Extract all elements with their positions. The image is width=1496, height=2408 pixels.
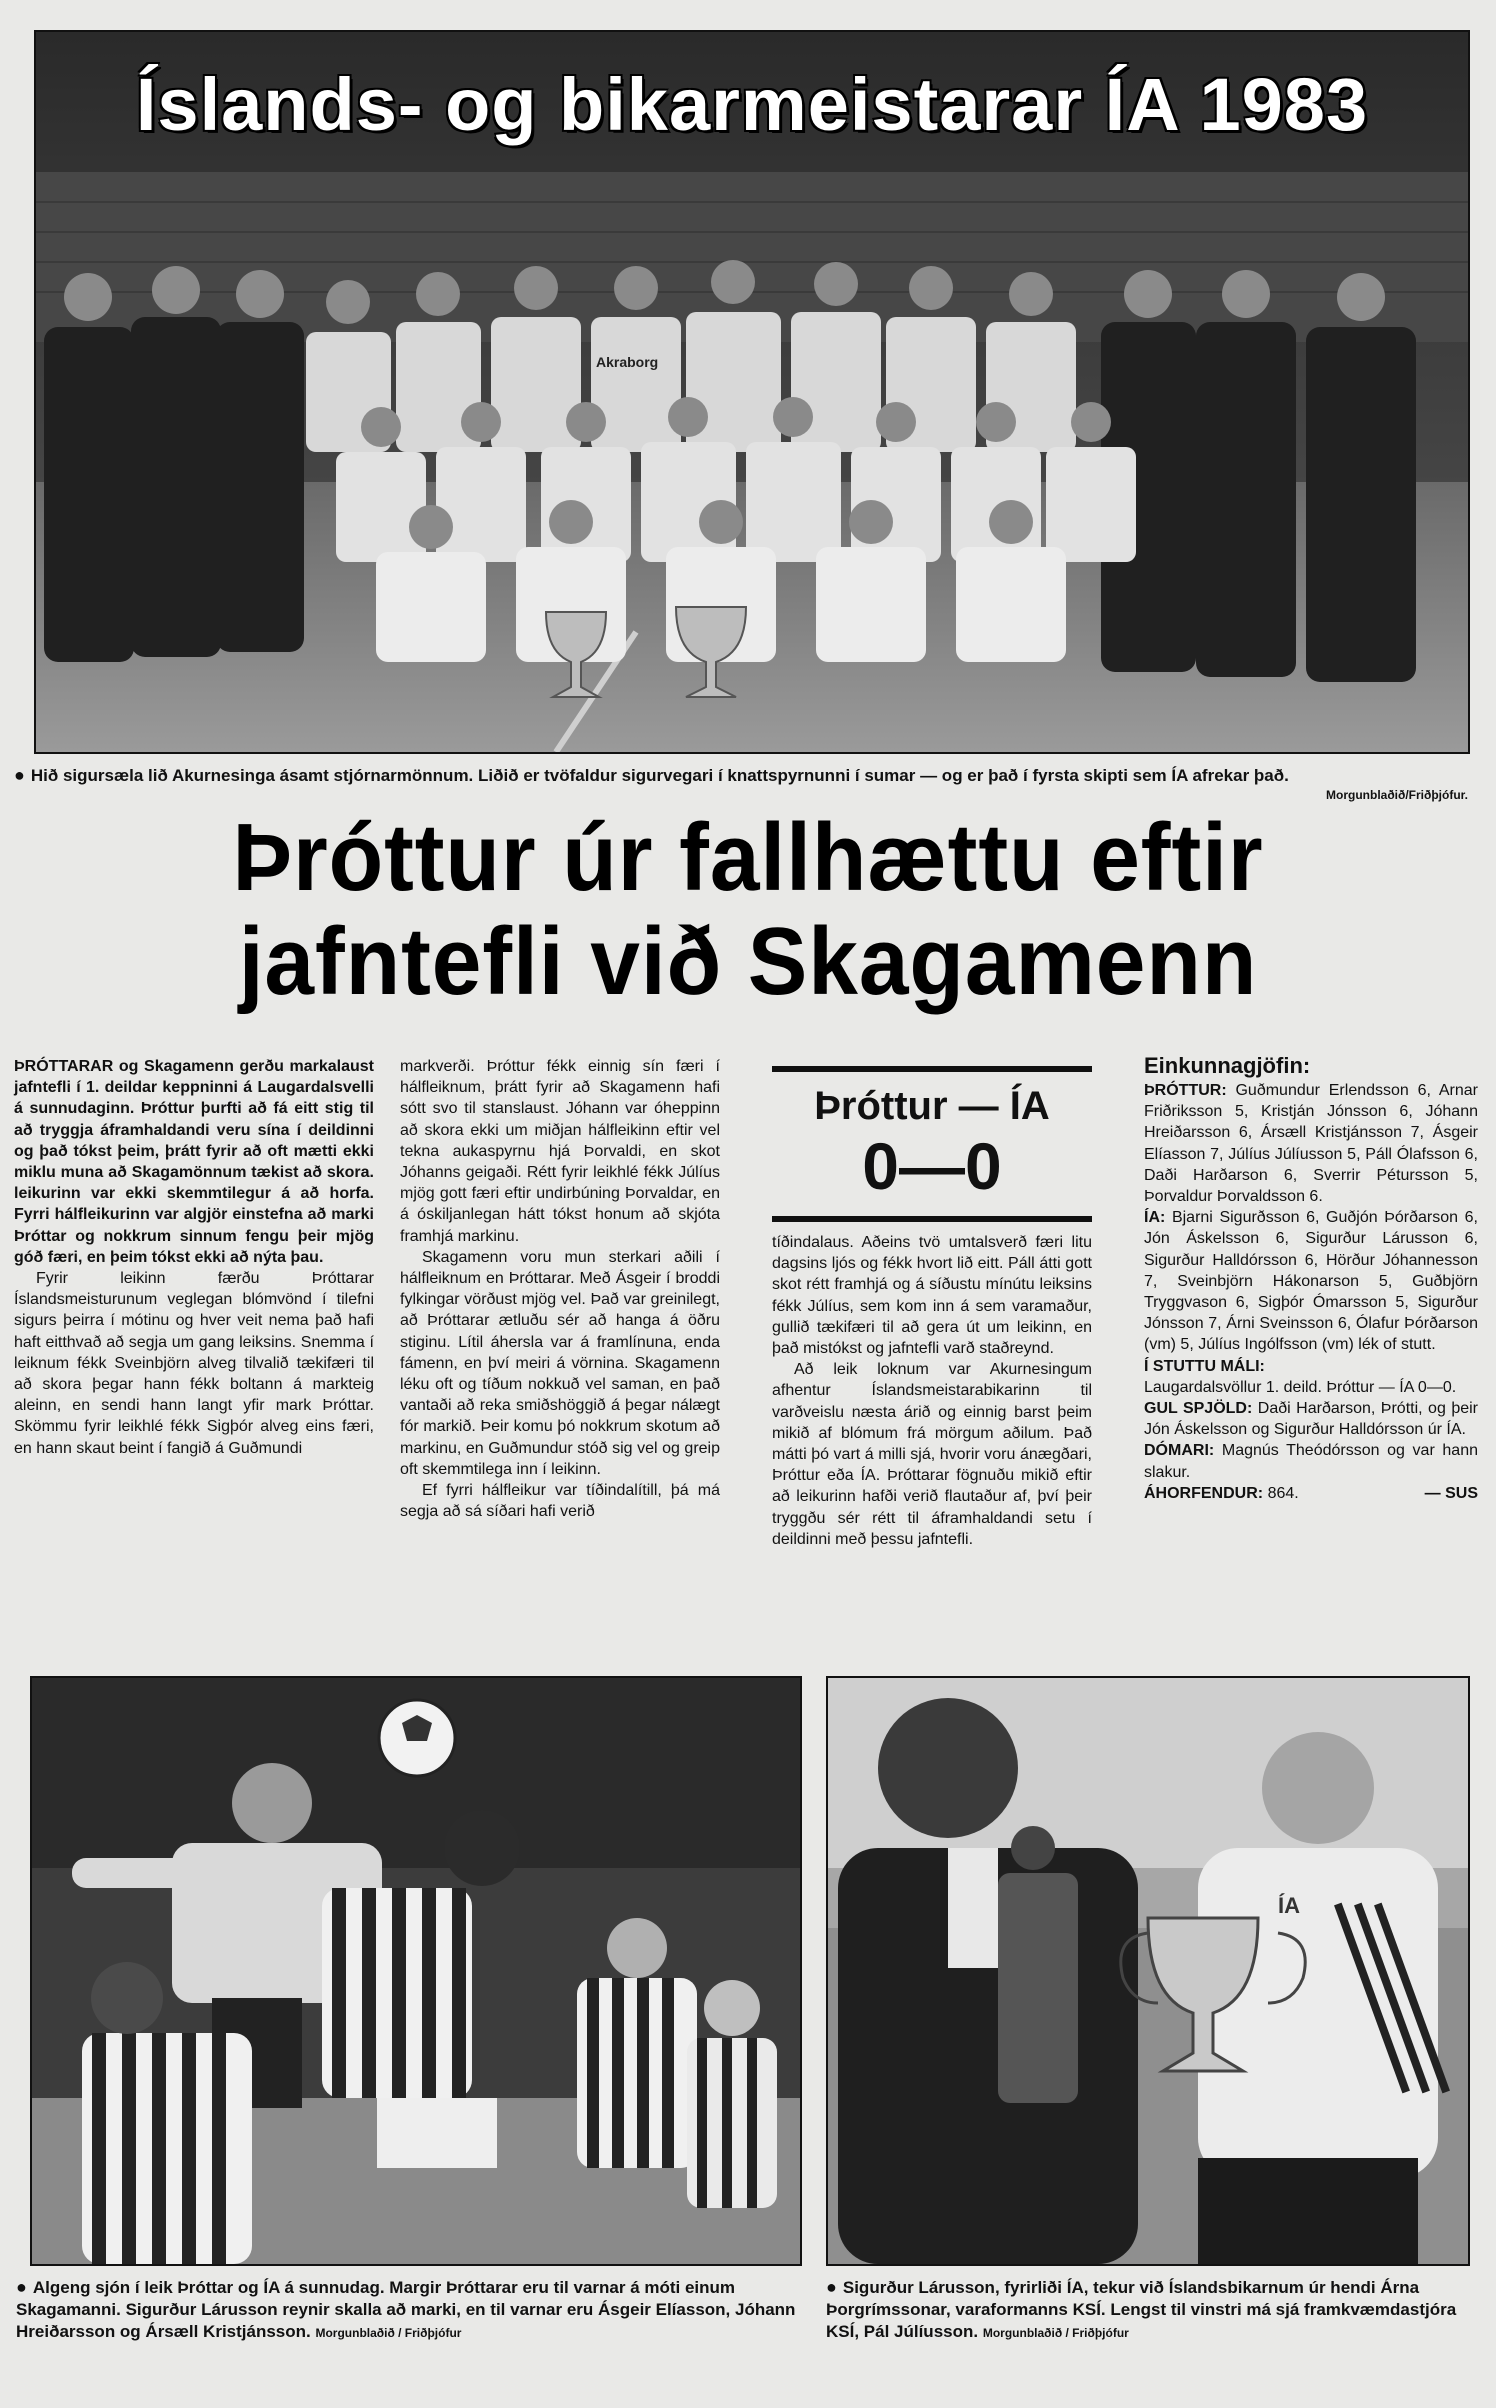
attendance-value: 864. (1267, 1484, 1299, 1502)
signature: — SUS (1424, 1484, 1478, 1502)
headline-line-1: Þróttur úr fallhættu eftir (232, 804, 1264, 911)
score-box (772, 1082, 1092, 1202)
short-label: Í STUTTU MÁLI: (1144, 1357, 1265, 1375)
yellow-cards-text: Daði Harðarson, Þrótti, og þeir Jón Áskelsson og Sigurður Halldórsson úr ÍA. (1144, 1400, 1479, 1439)
article-lead: ÞRÓTTARAR og Skagamenn gerðu markalaust jafntefli í 1. deildar keppninni á Laugardalsvelli á sunnudaginn. Þróttur þurfti að fá eitt stig til að tryggja áframhaldandi veru sína í deildinni og það tókst þeim, þrátt fyrir að oft mætti ekki miklu muna að Skagamönnum tækist að skora. leikurinn var ekki skemmtilegur á að horfa. Fyrri hálfleikurinn var algjör einstefna að marki Þróttar og nokkrum sinnum fengu þeir mjög góð færi, en þeim tókst ekki að nýta þau. (14, 1058, 374, 1266)
score-teams: Þróttur — ÍA (814, 1084, 1050, 1128)
trophy-photo-credit: Morgunblaðið / Friðþjófur (982, 2326, 1129, 2340)
ratings-throttur-label: ÞRÓTTUR: (1144, 1082, 1227, 1099)
trophy-photo (826, 1676, 1470, 2266)
score-result: 0—0 (862, 1129, 1002, 1203)
score-rule-bottom (772, 1216, 1092, 1222)
article-column-3 (772, 1232, 1092, 1550)
team-shirt-text: Akraborg (596, 354, 659, 370)
team-photo-credit: Morgunblaðið/Friðþjófur. (1326, 788, 1468, 802)
match-photo-caption-text: Algeng sjón í leik Þróttar og ÍA á sunnudag. Margir Þróttarar eru til varnar á móti einum Skagamanni. Sigurður Lárusson reynir skalla að marki, en til varnar eru Ásgeir Elíasson, Jóhann Hreiðarsson og Ársæll Kristjánsson. (16, 2278, 796, 2341)
ratings-throttur-text: Guðmundur Erlendsson 6, Arnar Friðriksson 5, Kristján Jónsson 6, Jóhann Hreiðarsson 6, Ársæll Kristjánsson 7, Ásgeir Elíasson 7, Júlíus Júlíusson 5, Páll Ólafsson 6, Daði Harðarson 6, Sverrir Pétursson 5, Þorvaldur Þorvaldsson 6. (1144, 1082, 1478, 1206)
trophy-photo-caption-text: Sigurður Lárusson, fyrirliði ÍA, tekur við Íslandsbikarnum úr hendi Árna Þorgrímssonar, varaformanns KSÍ. Lengst til vinstri má sjá framkvæmdastjóra KSÍ, Pál Júlíusson. (826, 2278, 1457, 2341)
bullet-icon: ● (16, 2277, 27, 2297)
ratings-ia-text: Bjarni Sigurðsson 6, Guðjón Þórðarson 6, Jón Áskelsson 6, Sigurður Lárusson 6, Sigurður Halldórsson 6, Hörður Jóhannesson 7, Sveinbjörn Hákonarson 5, Guðbjörn Tryggvason 6, Sigþór Ómarsson 5, Sigurður Jónsson 7, Árni Sveinsson 6, Ólafur Þórðarson (vm) 5, Júlíus Ingólfsson (vm) lék of stutt. (1144, 1209, 1478, 1354)
article-col3-p2: Að leik loknum var Akurnesingum afhentur Íslandsmeistarabikarinn til varðveislu næsta árið og einnig barst þeim mikið af blómum frá mörgum aðilum. Það mátti þó vart á milli sjá, hvorir voru ánægðari, Þróttur eða ÍA. Þróttarar fögnuðu mikið eftir að leikurinn hafði verið flautaður af, því þeir tryggðu sér rétt til áframhaldandi setu í deildinni með þessu jafntefli. (772, 1361, 1092, 1548)
match-photo-image (32, 1678, 800, 2264)
match-photo (30, 1676, 802, 2266)
team-photo-caption-text: Hið sigursæla lið Akurnesinga ásamt stjórnarmönnum. Liðið er tvöfaldur sigurvegari í knattspyrnunni í sumar — og er það í fyrsta skipti sem ÍA afrekar það. (30, 766, 1289, 785)
banner-title: Íslands- og bikarmeistarar ÍA 1983 (135, 63, 1369, 146)
trophy-shirt-logo: ÍA (1278, 1893, 1300, 1918)
attendance-label: ÁHORFENDUR: (1144, 1484, 1264, 1502)
article-column-2 (400, 1056, 720, 1522)
article-col2-p2: Skagamenn voru mun sterkari aðili í hálfleiknum en Þróttarar. Með Ásgeir í broddi fylkingar vörðust mjög vel. Það var greinilegt, að Þróttarar ætluðu sér að hanga á öðru stiginu. Lítil áhersla var á framlínuna, enda fámenn, en því meiri á vörnina. Skagamenn léku oft og tíðum nokkuð vel saman, en það vantaði að reka smiðshöggið á þegar nálægt fór markið. Þeir komu þó nokkrum skotum að markinu, en Guðmundur stóð sig vel og greip oft skemmtilega inn í leikinn. (400, 1248, 720, 1478)
headline-line-2: jafntefli við Skagamenn (238, 908, 1258, 1015)
article-col3-p1: tíðindalaus. Aðeins tvö umtalsverð færi litu dagsins ljós og fékk hvort lið eitt. Páll átti gott skot rétt framhjá og á síðustu mínútu leiksins fékk Júlíus, sem kom inn á sem varamaður, gullið tækifæri til að gera út um leikinn, en það mistókst og jafntefli varð staðreynd. (772, 1234, 1092, 1358)
bullet-icon: ● (826, 2277, 837, 2297)
match-photo-credit: Morgunblaðið / Friðþjófur (315, 2326, 462, 2340)
trophy-photo-caption (826, 2276, 1476, 2344)
ratings-box (1144, 1052, 1478, 1504)
article-col2-p3: Ef fyrri hálfleikur var tíðindalítill, þá má segja að sá síðari hafi verið (400, 1482, 720, 1521)
trophy-photo-image (828, 1678, 1468, 2264)
team-photo-caption (14, 764, 1484, 787)
article-col1-p2: Fyrir leikinn færðu Þróttarar Íslandsmeisturunum veglegan blómvönd í tilefni sigurs þeirra í mótinu og hver veit nema það hafi haft eitthvað að segja um gang leiksins. Snemma í leiknum fékk Sveinbjörn alveg tilvalið tækifæri til að skora þegar hann fékk boltann á markteig aleinn, en sendi hann langt yfir mark Þróttar. Skömmu fyrir leikhlé fékk Sigþór alveg eins færi, en hann skaut beint í fangið á Guðmundi (14, 1270, 374, 1457)
yellow-cards-label: GUL SPJÖLD: (1144, 1400, 1253, 1418)
headline (52, 806, 1443, 1014)
match-photo-caption (16, 2276, 816, 2344)
article-col2-p1: markverði. Þróttur fékk einnig sín færi í hálfleiknum, þrátt fyrir að Skagamenn hafi sótt svo til stanslaust. Jóhann var óheppinn að skora ekki um miðjan hálfleikinn eftir vel tekna aukaspyrnu hjá Þorvaldi, en skot Jóhanns geigaði. Rétt fyrir leikhlé fékk Júlíus mjög gott færi eftir undirbúning Þorvaldar, en á óskiljanlegan hátt tókst honum að skjóta framhjá markinu. (400, 1058, 720, 1245)
ratings-ia-label: ÍA: (1144, 1209, 1166, 1227)
score-rule-top (772, 1066, 1092, 1072)
referee-label: DÓMARI: (1144, 1442, 1215, 1460)
referee-text: Magnús Theódórsson og var hann slakur. (1144, 1442, 1479, 1481)
ratings-heading: Einkunnagjöfin: (1144, 1053, 1311, 1078)
team-photo (34, 30, 1470, 754)
article-column-1 (14, 1056, 374, 1459)
short-text: Laugardalsvöllur 1. deild. Þróttur — ÍA 0—0. (1144, 1378, 1457, 1396)
bullet-icon: ● (14, 765, 25, 785)
